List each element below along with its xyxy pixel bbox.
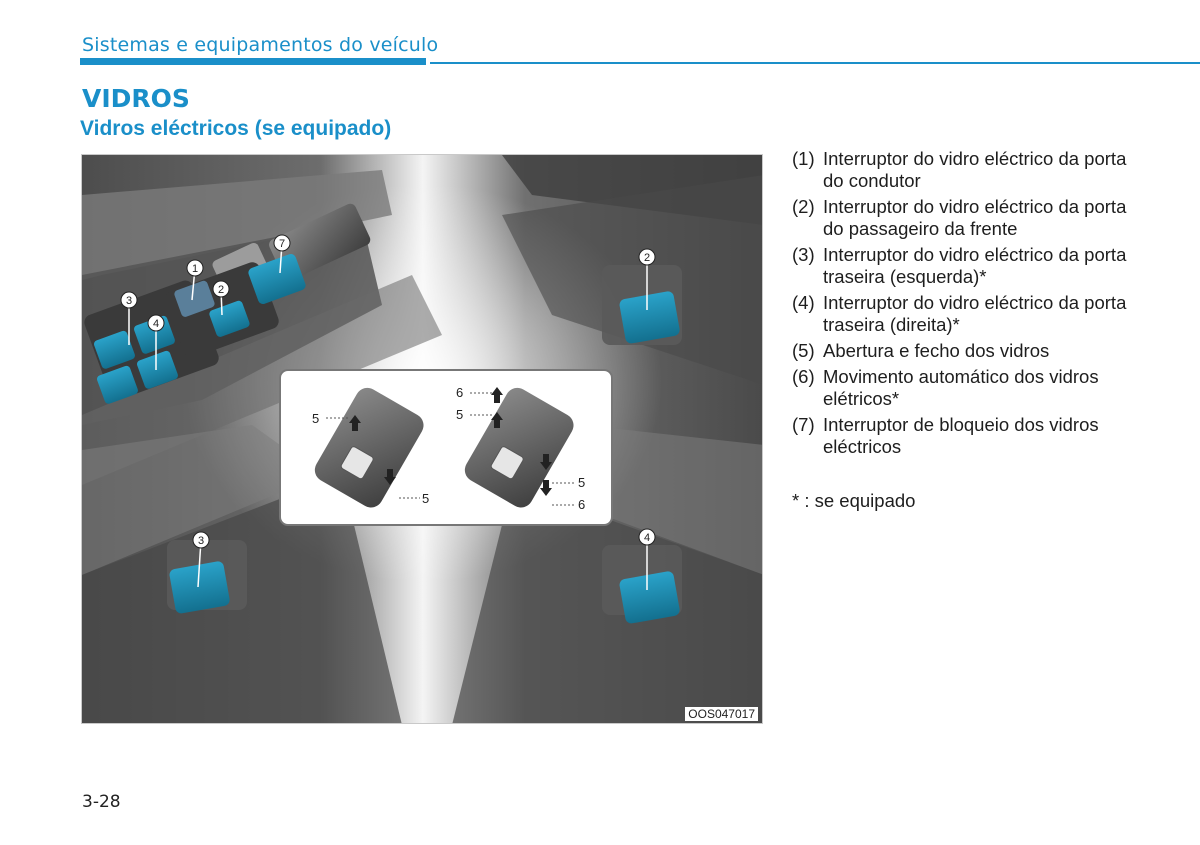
inset-label-auto-down: 6 [578, 497, 586, 512]
callout-3-front [121, 292, 137, 308]
callout-3-rear [193, 532, 209, 548]
callout-label-1: 1 [191, 263, 199, 275]
callout-label-4b: 4 [643, 532, 651, 544]
callout-label-7: 7 [278, 238, 286, 250]
callout-label-3b: 3 [197, 535, 205, 547]
legend-item [792, 244, 1152, 288]
window-switch-illustration [81, 154, 763, 724]
legend-number: (3) [792, 244, 815, 265]
callout-2-front [213, 281, 229, 297]
legend-item [792, 414, 1152, 458]
header-rule-thin [430, 62, 1200, 64]
inset-label-auto-up: 6 [456, 385, 464, 400]
legend-item [792, 366, 1152, 410]
legend-number: (5) [792, 340, 815, 361]
legend-text: Interruptor de bloqueio dos vidros eléctricos [823, 414, 1099, 457]
legend-text: Interruptor do vidro eléctrico da porta traseira (direita)* [823, 292, 1127, 335]
page-number: 3-28 [82, 792, 121, 812]
legend-text: Interruptor do vidro eléctrico da porta do passageiro da frente [823, 196, 1127, 239]
legend-text: Interruptor do vidro eléctrico da porta do condutor [823, 148, 1127, 191]
callout-label-4: 4 [152, 318, 160, 330]
inset-label-open-close-up: 5 [312, 411, 320, 426]
section-title: VIDROS [82, 84, 190, 113]
running-header: Sistemas e equipamentos do veículo [82, 34, 439, 56]
inset-label-open-close-down: 5 [422, 491, 430, 506]
footnote: * : se equipado [792, 490, 916, 511]
legend-text: Movimento automático dos vidros elétricos* [823, 366, 1099, 409]
legend-item [792, 196, 1152, 240]
callout-7 [274, 235, 290, 251]
callout-label-2: 2 [217, 284, 225, 296]
legend-number: (1) [792, 148, 815, 169]
inset-label-manual-up: 5 [456, 407, 464, 422]
callout-1 [187, 260, 203, 276]
legend-item [792, 340, 1152, 362]
header-rule-thick [80, 58, 426, 65]
legend-list [792, 148, 1152, 462]
legend-item [792, 148, 1152, 192]
inset-label-manual-down: 5 [578, 475, 586, 490]
legend-text: Interruptor do vidro eléctrico da porta traseira (esquerda)* [823, 244, 1127, 287]
callout-label-2b: 2 [643, 252, 651, 264]
legend-text: Abertura e fecho dos vidros [823, 340, 1050, 361]
figure-code: OOS047017 [685, 707, 758, 721]
callout-4-front [148, 315, 164, 331]
callout-label-3: 3 [125, 295, 133, 307]
legend-number: (6) [792, 366, 815, 387]
legend-number: (7) [792, 414, 815, 435]
legend-number: (2) [792, 196, 815, 217]
callout-2-passenger [639, 249, 655, 265]
legend-number: (4) [792, 292, 815, 313]
switch-operation-inset [280, 370, 612, 525]
section-subtitle: Vidros eléctricos (se equipado) [80, 117, 392, 140]
legend-item [792, 292, 1152, 336]
callout-4-rear [639, 529, 655, 545]
